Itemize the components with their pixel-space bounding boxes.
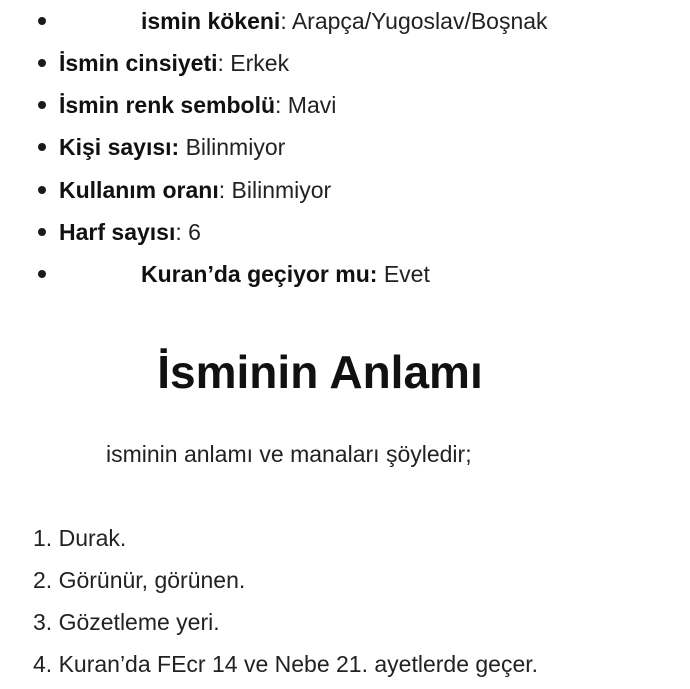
attribute-item-in-quran (0, 258, 690, 290)
attribute-label: Kullanım oranı (59, 177, 219, 203)
meaning-item (33, 564, 245, 596)
attribute-label: İsmin renk sembolü (59, 92, 276, 118)
attribute-text (59, 216, 201, 248)
section-heading: İsminin Anlamı (157, 346, 483, 398)
attribute-value: Bilinmiyor (225, 177, 332, 203)
bullet-icon (38, 59, 46, 67)
attribute-item-origin (0, 5, 690, 37)
attribute-label: Harf sayısı (59, 219, 176, 245)
attribute-label: ismin kökeni (141, 8, 281, 34)
bullet-icon (38, 186, 46, 194)
meaning-text: Durak. (52, 525, 127, 551)
meaning-item (33, 648, 538, 680)
attribute-value: Evet (377, 261, 430, 287)
meaning-text: Gözetleme yeri. (52, 609, 220, 635)
attribute-text (59, 174, 331, 206)
meaning-number: 2. (33, 567, 53, 593)
meaning-number: 4. (33, 651, 53, 677)
attribute-separator: : (280, 8, 287, 34)
bullet-icon (38, 228, 46, 236)
bullet-icon (38, 17, 46, 25)
meaning-text: Görünür, görünen. (52, 567, 246, 593)
attribute-separator: : (218, 177, 226, 203)
attribute-label: Kuran’da geçiyor mu (141, 261, 370, 287)
attribute-separator: : (217, 50, 224, 76)
attribute-value: Bilinmiyor (179, 134, 286, 160)
attribute-text (141, 258, 430, 290)
meaning-text: Kuran’da FEcr 14 ve Nebe 21. ayetlerde geçer. (52, 651, 539, 677)
attribute-separator: : (171, 134, 180, 160)
attribute-text (59, 47, 289, 79)
meaning-number: 1. (33, 525, 53, 551)
attribute-value: 6 (181, 219, 201, 245)
bullet-icon (38, 143, 46, 151)
attribute-value: Erkek (223, 50, 290, 76)
attribute-value (287, 8, 548, 34)
attribute-item-color (0, 89, 690, 121)
attribute-item-gender (0, 47, 690, 79)
attribute-item-letter-count (0, 216, 690, 248)
attribute-label: Kişi sayısı (59, 134, 172, 160)
attribute-item-usage-rate (0, 174, 690, 206)
meaning-item (33, 606, 220, 638)
bullet-icon (38, 101, 46, 109)
bullet-icon (38, 270, 46, 278)
attribute-text (59, 89, 336, 121)
attribute-item-person-count (0, 131, 690, 163)
attribute-text (141, 5, 548, 37)
attribute-separator: : (175, 219, 182, 245)
attribute-text (59, 131, 285, 163)
attribute-separator: : (275, 92, 282, 118)
section-intro: isminin anlamı ve manaları şöyledir; (106, 441, 472, 467)
attribute-label: İsmin cinsiyeti (59, 50, 218, 76)
origin-value: Arapça/Yugoslav/Boşnak (286, 8, 548, 34)
meaning-item (33, 522, 126, 554)
attribute-separator: : (369, 261, 378, 287)
attribute-value: Mavi (281, 92, 337, 118)
meaning-number: 3. (33, 609, 53, 635)
